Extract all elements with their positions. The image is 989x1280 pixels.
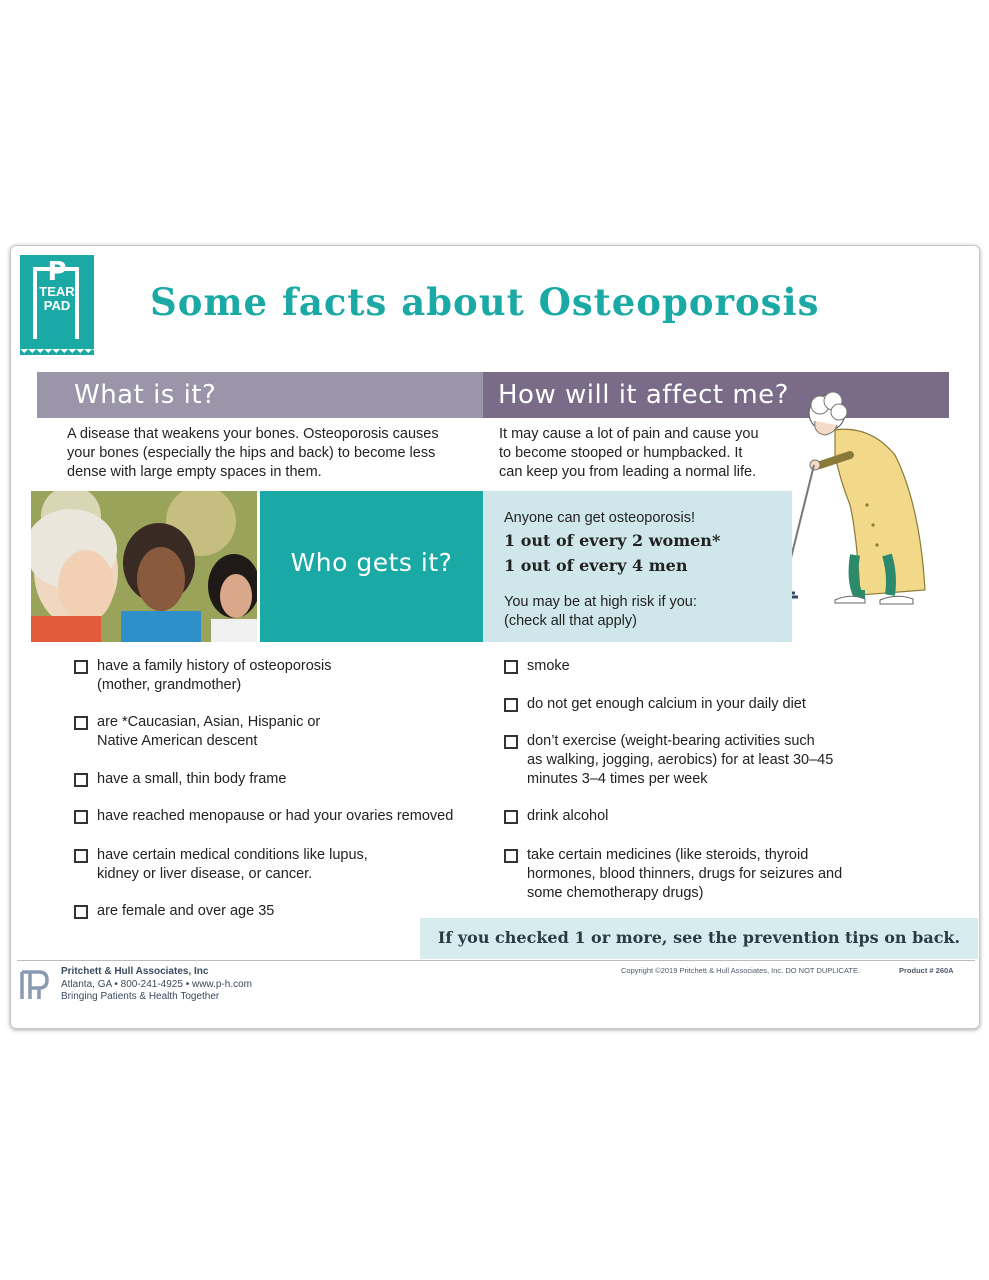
- product-number: Product # 260A: [899, 966, 954, 975]
- logo-line1: TEAR: [39, 284, 75, 299]
- checkbox[interactable]: [504, 849, 518, 863]
- checkbox[interactable]: [504, 735, 518, 749]
- tear-pad-logo: [20, 255, 94, 355]
- anyone-text: Anyone can get osteoporosis!: [504, 510, 696, 526]
- risk-item-exercise: [527, 732, 833, 789]
- what-heading: What is it?: [74, 380, 217, 410]
- logo-line2: PAD: [43, 298, 71, 313]
- item-line: have a family history of osteoporosis: [97, 658, 332, 674]
- risk-item-menopause: [97, 807, 453, 826]
- risk-intro: You may be at high risk if you:: [504, 594, 697, 610]
- what-line: your bones (especially the hips and back) to become less: [67, 445, 436, 461]
- footer-company-info: [61, 966, 252, 1004]
- checkbox[interactable]: [74, 905, 88, 919]
- item-line: have a small, thin body frame: [97, 771, 287, 787]
- affect-line: to become stooped or humpbacked. It: [499, 445, 743, 461]
- item-line: (mother, grandmother): [97, 677, 242, 693]
- prevention-callout-text: If you checked 1 or more, see the prevention tips on back.: [437, 928, 961, 947]
- ph-logo-icon: [19, 968, 53, 1000]
- who-heading: Who gets it?: [290, 548, 453, 577]
- item-line: don’t exercise (weight-bearing activities such: [527, 733, 815, 749]
- risk-item-calcium: [527, 695, 806, 714]
- item-line: as walking, jogging, aerobics) for at least 30–45: [527, 752, 834, 768]
- what-description: [67, 425, 439, 482]
- company-contact: Atlanta, GA • 800-241-4925 • www.p-h.com: [61, 978, 252, 990]
- checkbox[interactable]: [74, 773, 88, 787]
- risk-item-female-over-35: [97, 902, 274, 921]
- item-line: hormones, blood thinners, drugs for seizures and: [527, 866, 843, 882]
- item-line: smoke: [527, 658, 570, 674]
- item-line: kidney or liver disease, or cancer.: [97, 866, 313, 882]
- affect-line: It may cause a lot of pain and cause you: [499, 426, 759, 442]
- item-line: are *Caucasian, Asian, Hispanic or: [97, 714, 321, 730]
- risk-item-descent: [97, 713, 320, 751]
- what-line: A disease that weakens your bones. Osteoporosis causes: [67, 426, 439, 442]
- footer-divider: [17, 960, 975, 961]
- women-stat: 1 out of every 2 women*: [504, 531, 721, 550]
- item-line: have certain medical conditions like lupus,: [97, 847, 368, 863]
- checkbox[interactable]: [74, 849, 88, 863]
- item-line: Native American descent: [97, 733, 258, 749]
- page-title: Some facts about Osteoporosis: [150, 280, 820, 324]
- checkbox[interactable]: [504, 660, 518, 674]
- risk-item-body-frame: [97, 770, 286, 789]
- check-instruction: (check all that apply): [504, 613, 637, 629]
- checkbox[interactable]: [74, 810, 88, 824]
- checkbox[interactable]: [504, 698, 518, 712]
- checkbox[interactable]: [74, 716, 88, 730]
- logo-ph-mark: P: [47, 257, 67, 287]
- risk-item-medical-conditions: [97, 846, 368, 884]
- item-line: minutes 3–4 times per week: [527, 771, 708, 787]
- company-name: Pritchett & Hull Associates, Inc: [61, 966, 209, 977]
- what-line: dense with large empty spaces in them.: [67, 464, 322, 480]
- risk-item-smoke: [527, 657, 570, 676]
- affect-description: [499, 425, 759, 482]
- company-tagline: Bringing Patients & Health Together: [61, 991, 220, 1002]
- item-line: drink alcohol: [527, 808, 609, 824]
- item-line: are female and over age 35: [97, 903, 275, 919]
- risk-item-family-history: [97, 657, 332, 695]
- affect-line: can keep you from leading a normal life.: [499, 464, 757, 480]
- checkbox[interactable]: [504, 810, 518, 824]
- logo-text: [20, 285, 94, 313]
- copyright-notice: Copyright ©2019 Pritchett & Hull Associates, Inc. DO NOT DUPLICATE.: [621, 966, 861, 975]
- affect-heading: How will it affect me?: [498, 380, 789, 410]
- item-line: do not get enough calcium in your daily diet: [527, 696, 806, 712]
- checkbox[interactable]: [74, 660, 88, 674]
- risk-item-alcohol: [527, 807, 608, 826]
- women-smiling-photo: [31, 491, 257, 642]
- item-line: some chemotherapy drugs): [527, 885, 704, 901]
- logo-tear-edge: [20, 349, 94, 355]
- risk-item-medicines: [527, 846, 842, 903]
- men-stat: 1 out of every 4 men: [504, 556, 688, 575]
- item-line: have reached menopause or had your ovaries removed: [97, 808, 454, 824]
- item-line: take certain medicines (like steroids, thyroid: [527, 847, 809, 863]
- photo-art: [31, 491, 257, 642]
